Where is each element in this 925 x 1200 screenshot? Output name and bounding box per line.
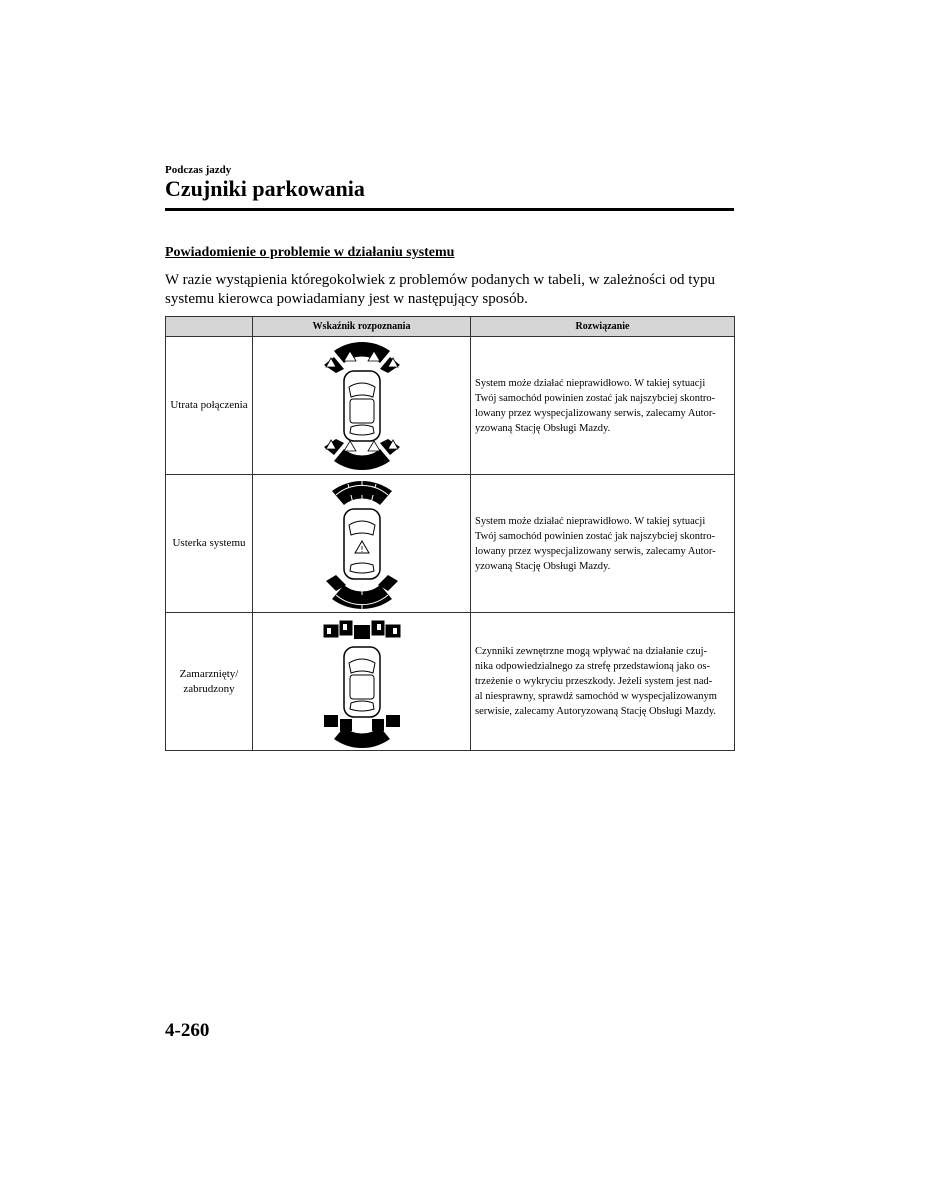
table-row <box>166 337 735 475</box>
header-indicator: Wskaźnik rozpoznania <box>253 317 471 337</box>
intro-line: systemu kierowca powiadamiany jest w następujący sposób. <box>165 291 528 307</box>
intro-paragraph <box>165 271 735 309</box>
section-label: Podczas jazdy <box>165 164 232 176</box>
solution-cell: Czynniki zewnętrzne mogą wpływać na działanie czuj- nika odpowiedzialnego za strefę przedstawioną jako os- trzeżenie o wykryciu przeszkody. Jeżeli system jest nad- al niesprawny, sprawdź samochód w wyspecjalizowanym serwisie, zalecamy Autoryzowaną Stację Obsługi Mazdy. <box>471 613 735 751</box>
condition-cell: Zamarznięty/ zabrudzony <box>166 613 253 751</box>
page-number: 4-260 <box>165 1020 210 1041</box>
solution-cell: System może działać nieprawidłowo. W takiej sytuacji Twój samochód powinien zostać jak najszybciej skontro- lowany przez wyspecjalizowany serwis, zalecamy Autor- yzowaną Stację Obsługi Mazdy. <box>471 475 735 613</box>
table-row <box>166 475 735 613</box>
title-rule <box>165 208 734 211</box>
indicator-cell <box>253 475 471 613</box>
parking-sensor-frozen-dirty-icon <box>322 615 402 749</box>
condition-cell: Utrata połączenia <box>166 337 253 475</box>
diagnosis-table <box>165 316 735 751</box>
intro-line: W razie wystąpienia któregokolwiek z problemów podanych w tabeli, w zależności od typu <box>165 272 715 288</box>
indicator-cell <box>253 613 471 751</box>
svg-text:!: ! <box>359 544 364 554</box>
condition-cell: Usterka systemu <box>166 475 253 613</box>
parking-sensor-system-fault-icon <box>322 477 402 611</box>
indicator-cell <box>253 337 471 475</box>
page-title: Czujniki parkowania <box>165 176 365 201</box>
header-condition <box>166 317 253 337</box>
parking-sensor-connection-lost-icon <box>322 339 402 473</box>
solution-cell: System może działać nieprawidłowo. W takiej sytuacji Twój samochód powinien zostać jak najszybciej skontro- lowany przez wyspecjalizowany serwis, zalecamy Autor- yzowaną Stację Obsługi Mazdy. <box>471 337 735 475</box>
table-header-row <box>166 317 735 337</box>
header-solution: Rozwiązanie <box>471 317 735 337</box>
subheading: Powiadomienie o problemie w działaniu systemu <box>165 245 455 260</box>
table-row <box>166 613 735 751</box>
